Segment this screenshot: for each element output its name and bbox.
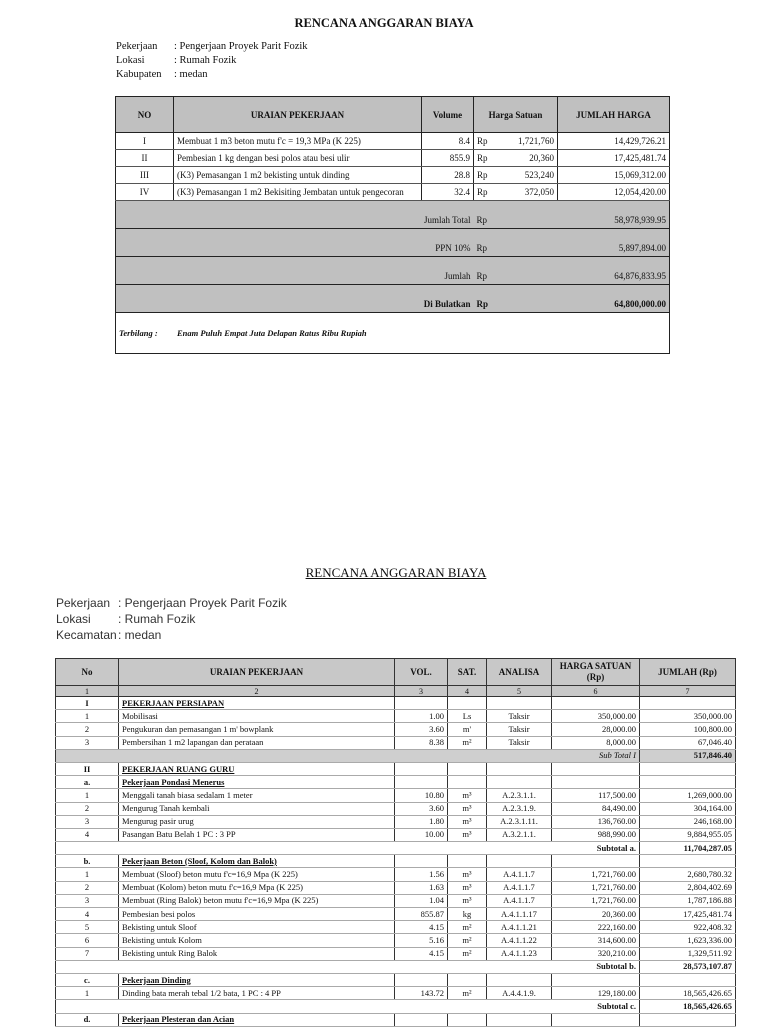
summary-row: [116, 285, 670, 313]
rab-title-1: RENCANA ANGGARAN BIAYA: [294, 16, 474, 30]
info-label: Pekerjaan: [116, 41, 158, 52]
cell-sat: m²: [448, 947, 487, 960]
cell-sat: [448, 762, 487, 775]
subtotal-row: [56, 749, 736, 762]
subtotal-label: Subtotal b.: [56, 960, 640, 973]
terbilang-text: Enam Puluh Empat Juta Delapan Ratus Ribu Rupiah: [177, 328, 367, 338]
cell-jumlah: 2,804,402.69: [640, 881, 736, 894]
cell-sat: m': [448, 723, 487, 736]
cell-uraian: Pasangan Batu Belah 1 PC : 3 PP: [119, 828, 395, 841]
cell-sat: Ls: [448, 710, 487, 723]
cell-harga: 20,360.00: [552, 908, 640, 921]
cell-sat: m³: [448, 894, 487, 907]
cell-jumlah: 1,623,336.00: [640, 934, 736, 947]
cell-no: III: [116, 167, 174, 184]
cell-no: 5: [56, 921, 119, 934]
cell-jumlah: 17,425,481.74: [640, 908, 736, 921]
col-number: 6: [552, 686, 640, 697]
col-header-sat: SAT.: [448, 659, 487, 686]
cell-analisa: A.4.1.1.17: [487, 908, 552, 921]
cell-no: I: [56, 697, 119, 710]
cell-analisa: [487, 1013, 552, 1026]
table-row: [56, 868, 736, 881]
cell-vol: [395, 762, 448, 775]
col-number: 3: [395, 686, 448, 697]
col-header-harga: Harga Satuan: [474, 97, 558, 133]
table-row: [116, 184, 670, 201]
col-header-uraian: URAIAN PEKERJAAN: [119, 659, 395, 686]
cell-jumlah: [640, 697, 736, 710]
info-label: Kecamatan: [56, 628, 117, 642]
rab-title-2: RENCANA ANGGARAN BIAYA: [305, 565, 487, 580]
cell-sat: [448, 855, 487, 868]
cell-analisa: Taksir: [487, 736, 552, 749]
cell-analisa: A.3.2.1.1.: [487, 828, 552, 841]
cell-analisa: A.4.1.1.22: [487, 934, 552, 947]
cell-uraian: Pekerjaan Pondasi Menerus: [119, 776, 395, 789]
cell-uraian: Pekerjaan Plesteran dan Acian: [119, 1013, 395, 1026]
cell-sat: [448, 697, 487, 710]
table-row: [56, 894, 736, 907]
cell-jumlah: [640, 762, 736, 775]
info-value: : Rumah Fozik: [174, 55, 237, 66]
cell-vol: [395, 855, 448, 868]
cell-analisa: A.4.1.1.21: [487, 921, 552, 934]
cell-sat: kg: [448, 908, 487, 921]
summary-spacer: [116, 257, 174, 285]
cell-sat: m²: [448, 934, 487, 947]
info-row-lokasi: [116, 55, 236, 66]
subsection-heading-row: [56, 776, 736, 789]
cell-vol: 1.80: [395, 815, 448, 828]
cell-jumlah: 9,884,955.05: [640, 828, 736, 841]
cell-no: 3: [56, 815, 119, 828]
cell-harga: [552, 776, 640, 789]
table-row: [116, 133, 670, 150]
cell-no: 3: [56, 736, 119, 749]
info-label: Lokasi: [56, 612, 91, 626]
cell-sat: m²: [448, 987, 487, 1000]
table-row: [56, 921, 736, 934]
cell-uraian: Pembesian besi polos: [119, 908, 395, 921]
info-row-kabupaten: [116, 69, 208, 80]
cell-volume: 28.8: [422, 167, 474, 184]
cell-no: a.: [56, 776, 119, 789]
cell-no: 1: [56, 868, 119, 881]
cell-harga: 117,500.00: [552, 789, 640, 802]
cell-analisa: A.4.1.1.23: [487, 947, 552, 960]
summary-value: 64,800,000.00: [494, 285, 670, 313]
cell-sat: [448, 776, 487, 789]
info-value: : Rumah Fozik: [118, 612, 196, 626]
table-row: [56, 987, 736, 1000]
col-number: 1: [56, 686, 119, 697]
col-header-uraian: URAIAN PEKERJAAN: [174, 97, 422, 133]
cell-no: 4: [56, 908, 119, 921]
cell-jumlah: 18,565,426.65: [640, 987, 736, 1000]
subtotal-row: [56, 960, 736, 973]
cell-harga: 314,600.00: [552, 934, 640, 947]
cell-jumlah: 2,680,780.32: [640, 868, 736, 881]
subsection-heading-row: [56, 1013, 736, 1026]
cell-uraian: Bekisting untuk Sloof: [119, 921, 395, 934]
info2-row-lokasi: [56, 612, 195, 626]
cell-no: II: [56, 762, 119, 775]
table-row: [116, 150, 670, 167]
cell-jumlah: 1,329,511.92: [640, 947, 736, 960]
cell-no: I: [116, 133, 174, 150]
cell-vol: [395, 776, 448, 789]
info-label: Lokasi: [116, 55, 145, 66]
cell-analisa: A.2.3.1.9.: [487, 802, 552, 815]
cell-jumlah: 304,164.00: [640, 802, 736, 815]
cell-jumlah: 67,046.40: [640, 736, 736, 749]
cell-harga: 1,721,760: [494, 133, 558, 150]
cell-no: 2: [56, 802, 119, 815]
terbilang-row: [116, 313, 670, 354]
cell-jumlah: 17,425,481.74: [558, 150, 670, 167]
info-value: : Pengerjaan Proyek Parit Fozik: [174, 41, 308, 52]
col-number: 7: [640, 686, 736, 697]
cell-no: 1: [56, 987, 119, 1000]
cell-harga: 28,000.00: [552, 723, 640, 736]
cell-jumlah: 14,429,726.21: [558, 133, 670, 150]
col-number: 2: [119, 686, 395, 697]
cell-no: 1: [56, 789, 119, 802]
subtotal-row: [56, 842, 736, 855]
subtotal-label: Sub Total I: [56, 749, 640, 762]
table-row: [56, 828, 736, 841]
summary-rp: Rp: [474, 257, 494, 285]
cell-uraian: Mobilisasi: [119, 710, 395, 723]
cell-vol: 143.72: [395, 987, 448, 1000]
terbilang-cell: [116, 313, 670, 354]
table-row: [56, 881, 736, 894]
cell-jumlah: 12,054,420.00: [558, 184, 670, 201]
cell-harga: 8,000.00: [552, 736, 640, 749]
cell-sat: m³: [448, 828, 487, 841]
subtotal-value: 28,573,107.87: [640, 960, 736, 973]
subsection-heading-row: [56, 855, 736, 868]
summary-rp: Rp: [474, 285, 494, 313]
cell-harga: 1,721,760.00: [552, 881, 640, 894]
cell-uraian: Pembesian 1 kg dengan besi polos atau besi ulir: [174, 150, 422, 167]
summary-label: Jumlah Total: [174, 201, 474, 229]
cell-harga: [552, 855, 640, 868]
cell-uraian: Pembersihan 1 m2 lapangan dan perataan: [119, 736, 395, 749]
cell-uraian: Menggali tanah biasa sedalam 1 meter: [119, 789, 395, 802]
info-row-pekerjaan: [116, 41, 308, 52]
cell-sat: m³: [448, 802, 487, 815]
cell-analisa: A.4.1.1.7: [487, 894, 552, 907]
summary-spacer: [116, 201, 174, 229]
summary-value: 5,897,894.00: [494, 229, 670, 257]
cell-harga: 350,000.00: [552, 710, 640, 723]
cell-rp: Rp: [474, 184, 494, 201]
subtotal-label: Subtotal a.: [56, 842, 640, 855]
cell-uraian: Membuat (Ring Balok) beton mutu f'c=16,9 Mpa (K 225): [119, 894, 395, 907]
table-header-row: [56, 659, 736, 686]
cell-harga: 84,490.00: [552, 802, 640, 815]
cell-volume: 855.9: [422, 150, 474, 167]
cell-analisa: A.4.1.1.7: [487, 868, 552, 881]
cell-no: 1: [56, 710, 119, 723]
col-header-vol: VOL.: [395, 659, 448, 686]
cell-uraian: Pengukuran dan pemasangan 1 m' bowplank: [119, 723, 395, 736]
cell-analisa: [487, 697, 552, 710]
cell-analisa: [487, 762, 552, 775]
cell-uraian: (K3) Pemasangan 1 m2 Bekisiting Jembatan untuk pengecoran: [174, 184, 422, 201]
col-number: 5: [487, 686, 552, 697]
cell-vol: 4.15: [395, 921, 448, 934]
summary-row: [116, 257, 670, 285]
col-header-jumlah: JUMLAH HARGA: [558, 97, 670, 133]
cell-analisa: Taksir: [487, 710, 552, 723]
cell-volume: 8.4: [422, 133, 474, 150]
rab-summary-table: [115, 96, 670, 354]
cell-no: c.: [56, 973, 119, 986]
cell-uraian: Dinding bata merah tebal 1/2 bata, 1 PC : 4 PP: [119, 987, 395, 1000]
cell-sat: m³: [448, 868, 487, 881]
table-row: [56, 723, 736, 736]
summary-value: 58,978,939.95: [494, 201, 670, 229]
cell-uraian: Membuat (Sloof) beton mutu f'c=16,9 Mpa (K 225): [119, 868, 395, 881]
summary-label: Jumlah: [174, 257, 474, 285]
cell-vol: [395, 697, 448, 710]
cell-rp: Rp: [474, 167, 494, 184]
cell-analisa: A.4.4.1.9.: [487, 987, 552, 1000]
cell-uraian: Bekisting untuk Kolom: [119, 934, 395, 947]
cell-harga: [552, 762, 640, 775]
subtotal-value: 517,846.40: [640, 749, 736, 762]
cell-sat: m³: [448, 881, 487, 894]
table-row: [56, 736, 736, 749]
cell-harga: 523,240: [494, 167, 558, 184]
summary-label: Di Bulatkan: [174, 285, 474, 313]
table-row: [56, 802, 736, 815]
info-label: Pekerjaan: [56, 596, 111, 610]
info-value: : Pengerjaan Proyek Parit Fozik: [118, 596, 287, 610]
cell-no: 4: [56, 828, 119, 841]
cell-jumlah: 922,408.32: [640, 921, 736, 934]
cell-jumlah: 15,069,312.00: [558, 167, 670, 184]
cell-no: 3: [56, 894, 119, 907]
cell-harga: 222,160.00: [552, 921, 640, 934]
summary-label: PPN 10%: [174, 229, 474, 257]
cell-uraian: (K3) Pemasangan 1 m2 bekisting untuk dinding: [174, 167, 422, 184]
summary-row: [116, 201, 670, 229]
summary-row: [116, 229, 670, 257]
cell-uraian: PEKERJAAN RUANG GURU: [119, 762, 395, 775]
cell-jumlah: [640, 1013, 736, 1026]
cell-jumlah: 246,168.00: [640, 815, 736, 828]
cell-uraian: Membuat 1 m3 beton mutu f'c = 19,3 MPa (K 225): [174, 133, 422, 150]
cell-vol: 8.38: [395, 736, 448, 749]
cell-sat: [448, 973, 487, 986]
cell-analisa: Taksir: [487, 723, 552, 736]
col-header-analisa: ANALISA: [487, 659, 552, 686]
cell-vol: 1.00: [395, 710, 448, 723]
subtotal-value: 18,565,426.65: [640, 1000, 736, 1013]
cell-no: 6: [56, 934, 119, 947]
terbilang-label: Terbilang :: [119, 328, 158, 338]
table-row: [56, 710, 736, 723]
cell-no: b.: [56, 855, 119, 868]
cell-jumlah: [640, 855, 736, 868]
cell-vol: 4.15: [395, 947, 448, 960]
cell-no: d.: [56, 1013, 119, 1026]
cell-uraian: Mengurug pasir urug: [119, 815, 395, 828]
table-header-row: [116, 97, 670, 133]
cell-vol: 10.00: [395, 828, 448, 841]
cell-rp: Rp: [474, 150, 494, 167]
table-row: [56, 908, 736, 921]
summary-spacer: [116, 285, 174, 313]
cell-analisa: A.2.3.1.11.: [487, 815, 552, 828]
cell-sat: m²: [448, 736, 487, 749]
cell-jumlah: 350,000.00: [640, 710, 736, 723]
cell-harga: 129,180.00: [552, 987, 640, 1000]
cell-vol: [395, 1013, 448, 1026]
cell-rp: Rp: [474, 133, 494, 150]
cell-uraian: PEKERJAAN PERSIAPAN: [119, 697, 395, 710]
cell-jumlah: 1,787,186.88: [640, 894, 736, 907]
info-label: Kabupaten: [116, 69, 162, 80]
col-header-no: NO: [116, 97, 174, 133]
section-heading-row: [56, 762, 736, 775]
rab-detail-table: [55, 658, 736, 1027]
cell-uraian: Bekisting untuk Ring Balok: [119, 947, 395, 960]
table-row: [56, 947, 736, 960]
col-header-jumlah: JUMLAH (Rp): [640, 659, 736, 686]
cell-jumlah: 1,269,000.00: [640, 789, 736, 802]
col-number: 4: [448, 686, 487, 697]
subtotal-row: [56, 1000, 736, 1013]
cell-harga: 1,721,760.00: [552, 894, 640, 907]
cell-no: 2: [56, 723, 119, 736]
col-header-volume: Volume: [422, 97, 474, 133]
subtotal-label: Subtotal c.: [56, 1000, 640, 1013]
cell-harga: 1,721,760.00: [552, 868, 640, 881]
cell-sat: m³: [448, 815, 487, 828]
summary-rp: Rp: [474, 201, 494, 229]
cell-harga: [552, 973, 640, 986]
cell-vol: 3.60: [395, 802, 448, 815]
cell-vol: 3.60: [395, 723, 448, 736]
table-row: [116, 167, 670, 184]
cell-sat: [448, 1013, 487, 1026]
info2-row-pekerjaan: [56, 596, 287, 610]
subtotal-value: 11,704,287.05: [640, 842, 736, 855]
table-row: [56, 934, 736, 947]
info2-row-kecamatan: [56, 628, 161, 642]
cell-harga: 136,760.00: [552, 815, 640, 828]
info-value: : medan: [118, 628, 162, 642]
cell-vol: 1.63: [395, 881, 448, 894]
cell-vol: 5.16: [395, 934, 448, 947]
summary-spacer: [116, 229, 174, 257]
cell-analisa: A.2.3.1.1.: [487, 789, 552, 802]
cell-jumlah: [640, 776, 736, 789]
cell-sat: m³: [448, 789, 487, 802]
cell-uraian: Pekerjaan Beton (Sloof, Kolom dan Balok): [119, 855, 395, 868]
cell-vol: 10.80: [395, 789, 448, 802]
cell-vol: 1.56: [395, 868, 448, 881]
cell-no: II: [116, 150, 174, 167]
cell-uraian: Membuat (Kolom) beton mutu f'c=16,9 Mpa (K 225): [119, 881, 395, 894]
cell-harga: 372,050: [494, 184, 558, 201]
cell-harga: [552, 1013, 640, 1026]
cell-analisa: [487, 776, 552, 789]
table-row: [56, 815, 736, 828]
cell-analisa: [487, 855, 552, 868]
section-heading-row: [56, 697, 736, 710]
cell-harga: 988,990.00: [552, 828, 640, 841]
cell-no: 2: [56, 881, 119, 894]
cell-uraian: Mengurug Tanah kembali: [119, 802, 395, 815]
cell-vol: 855.87: [395, 908, 448, 921]
column-number-row: [56, 686, 736, 697]
summary-value: 64,876,833.95: [494, 257, 670, 285]
cell-analisa: A.4.1.1.7: [487, 881, 552, 894]
cell-analisa: [487, 973, 552, 986]
col-header-no: No: [56, 659, 119, 686]
cell-no: 7: [56, 947, 119, 960]
cell-sat: m²: [448, 921, 487, 934]
col-header-harga: HARGA SATUAN (Rp): [552, 659, 640, 686]
subsection-heading-row: [56, 973, 736, 986]
cell-harga: 20,360: [494, 150, 558, 167]
cell-vol: 1.04: [395, 894, 448, 907]
cell-uraian: Pekerjaan Dinding: [119, 973, 395, 986]
cell-jumlah: 100,800.00: [640, 723, 736, 736]
cell-harga: [552, 697, 640, 710]
table-row: [56, 789, 736, 802]
info-value: : medan: [174, 69, 208, 80]
cell-harga: 320,210.00: [552, 947, 640, 960]
cell-no: IV: [116, 184, 174, 201]
summary-rp: Rp: [474, 229, 494, 257]
cell-volume: 32.4: [422, 184, 474, 201]
cell-vol: [395, 973, 448, 986]
cell-jumlah: [640, 973, 736, 986]
